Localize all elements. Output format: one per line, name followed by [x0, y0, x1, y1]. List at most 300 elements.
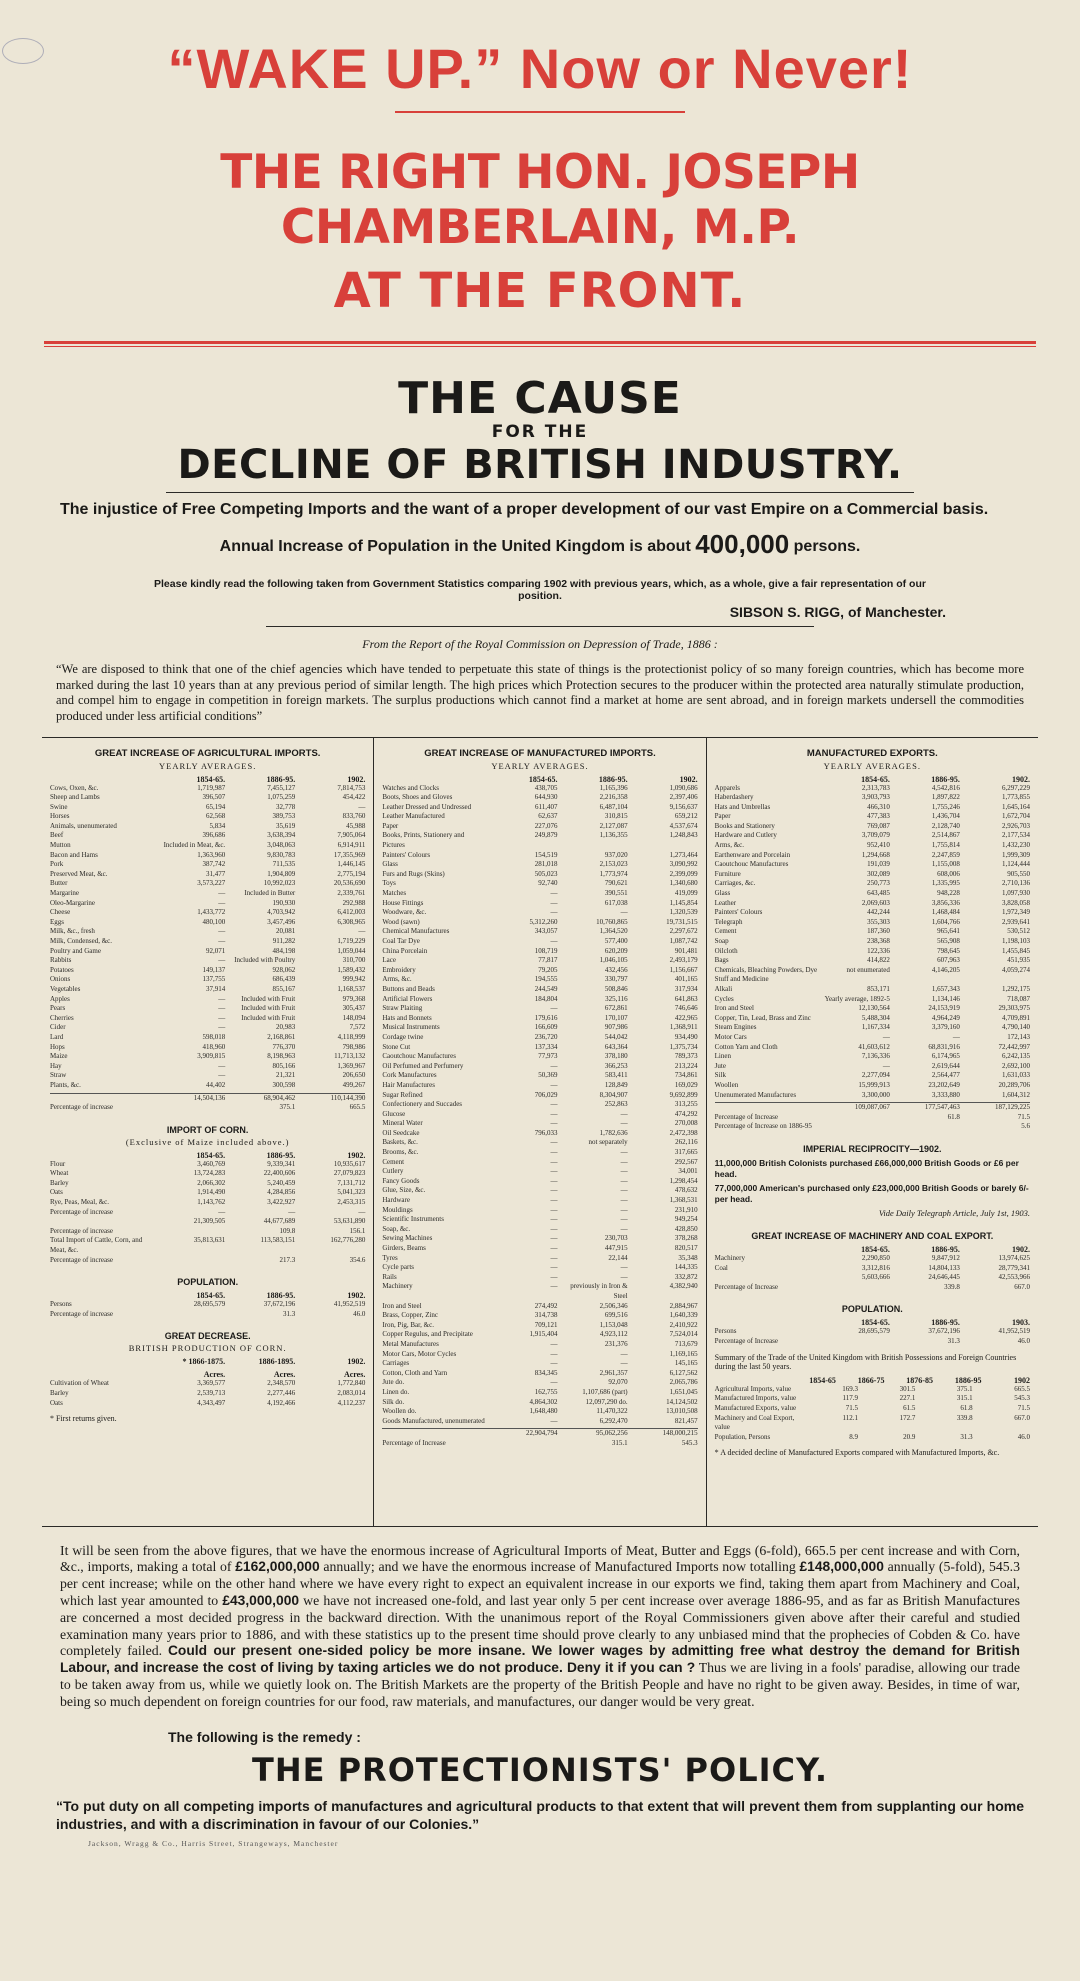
table-cell: 95,062,256: [596, 1429, 628, 1438]
table-cell: 2,247,859: [931, 850, 960, 859]
table-cell: —: [550, 1176, 558, 1185]
table-cell: 2,277,094: [861, 1071, 890, 1080]
table-cell: 1886-95.: [598, 774, 628, 784]
table-row: [715, 870, 1030, 880]
table-cell: 1,904,809: [267, 869, 296, 878]
table-cell: 262,116: [675, 1138, 698, 1147]
table-row: [715, 1043, 1030, 1053]
body-figure: £162,000,000: [235, 1559, 320, 1575]
table-row: [50, 975, 365, 985]
table-cell: Rye, Peas, Meal, &c.: [50, 1198, 110, 1207]
table-cell: [50, 1094, 155, 1104]
table-row: [382, 793, 697, 803]
table-row: [50, 1071, 365, 1081]
table-cell: 148,094: [342, 1013, 366, 1022]
table-cell: Copper Regulus, and Precipitate: [382, 1330, 473, 1339]
table-cell: Arms, &c.: [382, 975, 412, 984]
table-cell: Included in Butter: [244, 889, 296, 898]
table-cell: 607,963: [937, 956, 960, 965]
table-cell: 672,861: [604, 1004, 628, 1013]
table-cell: 4,542,816: [931, 783, 960, 792]
table-cell: 270,008: [674, 1119, 698, 1128]
table-cell: —: [620, 1215, 628, 1224]
table-cell: Fancy Goods: [382, 1176, 420, 1185]
table-cell: Soap, &c.: [382, 1224, 411, 1233]
table-cell: Oats: [50, 1188, 63, 1197]
table-cell: 206,650: [342, 1071, 366, 1080]
table-header-row: [715, 1376, 1030, 1385]
table-row: [715, 803, 1030, 813]
table-cell: 390,551: [604, 889, 628, 898]
table-cell: Preserved Meat, &c.: [50, 869, 108, 878]
table-cell: Copper, Tin, Lead, Brass and Zinc: [714, 1013, 811, 1022]
table-cell: [50, 1370, 155, 1379]
table-cell: 5,312,260: [529, 917, 558, 926]
table-row: [715, 1254, 1030, 1264]
table-row: [715, 1071, 1030, 1081]
table-cell: Steam Engines: [714, 1023, 757, 1032]
table-cell: 3,909,815: [197, 1052, 226, 1061]
table-row: [50, 899, 365, 909]
column-left: [42, 738, 373, 1526]
table-cell: 1902.: [1012, 1245, 1030, 1254]
table-cell: Apparels: [714, 783, 740, 792]
table-total-row: [50, 1093, 365, 1104]
table-cell: [50, 1291, 155, 1300]
table-cell: 179,616: [534, 1013, 558, 1022]
table-cell: 466,310: [867, 802, 890, 811]
table-cell: Motor Cars, Motor Cycles: [382, 1349, 457, 1358]
table-row: [50, 889, 365, 899]
table-cell: 911,282: [272, 937, 296, 945]
table-cell: 71.5: [845, 1403, 858, 1412]
table-row: [50, 956, 365, 966]
page-title: DECLINE OF BRITISH INDUSTRY.: [177, 442, 903, 488]
table-cell: 934,490: [674, 1032, 698, 1041]
table-cell: 65,194: [205, 802, 226, 811]
table-cell: 3,333,880: [931, 1090, 960, 1099]
table-cell: 7,131,712: [337, 1178, 366, 1187]
table-cell: 1,782,636: [599, 1128, 628, 1137]
table-cell: Agricultural Imports, value: [714, 1384, 792, 1393]
table-cell: 401,165: [674, 975, 698, 984]
table-cell: Acres.: [343, 1370, 366, 1380]
table-row: [50, 1062, 365, 1072]
table-row: [382, 822, 697, 832]
table-header-row: [50, 1291, 365, 1300]
table-cell: Bacon and Hams: [50, 850, 98, 859]
table-cell: Hair Manufactures: [382, 1080, 435, 1089]
table-cell: 5,240,459: [267, 1178, 296, 1187]
table-row: [382, 1311, 697, 1321]
table-cell: 1902.: [1012, 774, 1030, 784]
table-cell: [715, 1376, 788, 1385]
table-cell: 641,863: [674, 994, 698, 1003]
table-cell: —: [550, 1080, 558, 1089]
table-cell: 667.0: [1014, 1413, 1030, 1422]
table-cell: 454,422: [342, 793, 366, 802]
table-cell: 1,335,995: [931, 879, 960, 888]
table-cell: 2,506,346: [599, 1301, 628, 1310]
table-cell: Percentage of Increase: [714, 1112, 779, 1121]
table-cell: —: [550, 1282, 558, 1291]
table-cell: 3,048,063: [267, 841, 296, 850]
table-row: [382, 1282, 697, 1301]
table-row: [50, 1023, 365, 1033]
table-row: [382, 1014, 697, 1024]
table-cell: 776,370: [272, 1042, 296, 1051]
table-cell: 20,081: [276, 927, 296, 936]
table-cell: 1,136,355: [599, 831, 628, 840]
table-cell: 5.6: [1021, 1122, 1030, 1131]
table-cell: —: [218, 889, 226, 898]
table-cell: —: [550, 898, 558, 907]
table-cell: 4,112,237: [337, 1398, 366, 1407]
table-cell: 746,646: [674, 1004, 698, 1013]
table-cell: 713,679: [674, 1339, 698, 1348]
table-cell: 10,935,617: [333, 1159, 366, 1168]
table-row: [382, 975, 697, 985]
table-cell: —: [358, 802, 366, 811]
table-cell: 598,018: [202, 1032, 226, 1041]
body-figure: £43,000,000: [222, 1592, 300, 1608]
table-title: IMPORT OF CORN.: [166, 1124, 249, 1135]
table-header-row: [715, 1245, 1030, 1254]
table-row: [382, 1439, 697, 1449]
table-row: [50, 1014, 365, 1024]
table-cell: 1,134,146: [931, 994, 960, 1003]
table-cell: Confectionery and Succades: [382, 1100, 463, 1109]
table-cell: Mineral Water: [382, 1119, 423, 1128]
table-cell: Cycle parts: [382, 1263, 415, 1272]
table-cell: 300,598: [272, 1080, 296, 1089]
table-cell: 796,033: [534, 1128, 558, 1137]
body-figure: £148,000,000: [799, 1559, 884, 1575]
table-cell: 20,289,706: [998, 1080, 1030, 1089]
table-cell: 7,905,064: [337, 831, 366, 840]
table-cell: Percentage of Increase on 1886-95: [714, 1122, 812, 1131]
table-cell: 281,018: [534, 860, 558, 869]
table-cell: Goods Manufactured, unenumerated: [382, 1416, 485, 1425]
table-cell: Hardware and Cutlery: [714, 831, 777, 840]
divider: [166, 492, 914, 493]
table-cell: Sewing Machines: [382, 1234, 433, 1243]
table-cell: 833,760: [342, 812, 366, 821]
table-row: [382, 1071, 697, 1081]
table-header-row: [50, 1357, 365, 1366]
table-cell: 4,192,466: [267, 1398, 296, 1407]
table-cell: Lard: [50, 1032, 64, 1041]
table-cell: House Fittings: [382, 898, 424, 907]
table-cell: Swine: [50, 802, 68, 811]
table-cell: Books and Stationery: [714, 821, 775, 830]
table-cell: 422,965: [674, 1013, 698, 1022]
divider: [266, 626, 814, 627]
table-cell: 1,648,480: [529, 1407, 558, 1416]
table-cell: 37,672,196: [263, 1300, 296, 1309]
table-cell: —: [550, 1263, 558, 1272]
table-cell: 1886-95.: [266, 1291, 296, 1301]
table-subtitle: YEARLY AVERAGES.: [491, 760, 589, 771]
table-cell: Animals, unenumerated: [50, 821, 117, 830]
table-cell: 20,536,690: [333, 879, 366, 888]
table-row: [715, 937, 1030, 947]
table-row: [715, 1337, 1030, 1347]
table-cell: Woollen do.: [382, 1407, 417, 1416]
table-cell: 7,455,127: [267, 783, 296, 792]
table-cell: 2,065,786: [669, 1378, 698, 1387]
table-row: [715, 956, 1030, 966]
table-cell: 4,964,249: [931, 1013, 960, 1022]
table-cell: 41,952,519: [998, 1327, 1030, 1336]
table-row: [382, 1158, 697, 1168]
table-cell: 2,127,087: [599, 821, 628, 830]
table-cell: 965,641: [937, 927, 960, 936]
table-cell: —: [550, 1205, 558, 1214]
table-cell: 2,514,867: [931, 831, 960, 840]
table-cell: —: [550, 1196, 558, 1205]
table-cell: 1,294,668: [861, 850, 890, 859]
table-cell: 2,472,398: [669, 1128, 698, 1137]
table-cell: Poultry and Game: [50, 946, 101, 955]
table-row: [50, 1033, 365, 1043]
table-cell: 1,046,105: [599, 956, 628, 965]
table-cell: 109.8: [279, 1226, 296, 1235]
table-row: [715, 1091, 1030, 1101]
machinery-table: [715, 1245, 1030, 1292]
table-cell: 505,023: [534, 869, 558, 878]
table-row: [50, 860, 365, 870]
table-row: [382, 803, 697, 813]
table-cell: —: [620, 1205, 628, 1214]
table-cell: 35,619: [276, 821, 296, 830]
table-cell: 2,297,672: [669, 927, 698, 936]
table-cell: 37,672,196: [928, 1327, 960, 1336]
table-cell: Persons: [50, 1300, 72, 1309]
table-cell: —: [550, 1244, 558, 1252]
column-right: [706, 738, 1038, 1526]
table-row: [715, 1062, 1030, 1072]
table-cell: —: [550, 1272, 558, 1281]
table-cell: Iron, Pig, Bar, &c.: [382, 1320, 434, 1329]
table-cell: Stone Cut: [382, 1042, 411, 1051]
table-cell: Straw: [50, 1071, 67, 1080]
table-cell: 1854-65.: [196, 1150, 226, 1160]
table-cell: 1,657,343: [931, 984, 960, 993]
table-row: [50, 966, 365, 976]
table-row: [382, 947, 697, 957]
table-cell: 3,422,927: [267, 1198, 296, 1207]
table-cell: Woodware, &c.: [382, 908, 427, 917]
table-cell: 7,814,753: [337, 783, 366, 792]
table-cell: 3,379,160: [931, 1023, 960, 1032]
table-row: [715, 995, 1030, 1005]
table-cell: 1,165,396: [599, 783, 628, 792]
table-cell: [50, 1357, 155, 1366]
table-cell: 3,573,227: [197, 879, 226, 888]
table-cell: Machinery and Coal Export, value: [714, 1413, 795, 1432]
table-cell: Buttons and Beads: [382, 984, 435, 993]
table-cell: Brass, Copper, Zinc: [382, 1311, 439, 1320]
table-cell: —: [620, 1196, 628, 1205]
table-cell: 45,988: [346, 821, 366, 830]
table-cell: 2,926,703: [1002, 821, 1030, 830]
table-cell: 1886-95.: [931, 1318, 960, 1328]
table-cell: 27,079,823: [333, 1169, 366, 1178]
table-row: [50, 812, 365, 822]
table-cell: 156.1: [349, 1226, 366, 1235]
table-row: [50, 985, 365, 995]
table-row: [715, 908, 1030, 918]
table-row: [382, 1417, 697, 1427]
table-cell: Cotton, Cloth and Yarn: [382, 1368, 448, 1377]
table-cell: 5,488,304: [861, 1013, 890, 1022]
table-cell: —: [550, 1378, 558, 1387]
body-text: we have not increased one-fold, and last year only 5 per cent increase over average 1886-95, and as far as British Manufactures are concerned a most decided progress in the backward direction. With the unanimous report of the Royal Commissioners given above after their careful and studied examination many years prior to 1886, and with these statistics up to the present time should prove clearly to any unbiased mind that the prophecies of Cobden & Co. have completely failed.: [60, 1592, 1020, 1659]
table-cell: 21,321: [276, 1071, 296, 1080]
table-cell: 22,400,606: [263, 1169, 296, 1178]
table-cell: —: [620, 1263, 628, 1272]
table-cell: 2,619,644: [931, 1061, 960, 1070]
table-cell: 1,755,246: [931, 802, 960, 811]
table-cell: 32,778: [276, 802, 296, 811]
table-cell: 949,254: [674, 1215, 698, 1224]
table-cell: 901,481: [674, 946, 698, 955]
table-row: [382, 1378, 697, 1388]
table-cell: Oleo-Margarine: [50, 898, 95, 907]
table-cell: 19,731,515: [666, 917, 698, 926]
table-cell: 999,942: [342, 975, 366, 984]
table-cell: 706,029: [534, 1090, 558, 1099]
body-text: annually (5-fold), 545.3 per cent increase; while on the other hand where we have every right to expect an equivalent increase in our exports we find, taking them apart from Machinery and Coal, which last year amounted to: [60, 1559, 1020, 1608]
table-cell: —: [550, 1148, 558, 1157]
table-cell: Paper: [714, 812, 731, 821]
body-emphasis: Could our present one-sided policy be more insane. We lower wages by admitting free what destroy the demand for British Labour, and increase the cost of living by taxing articles we do not produce. Deny it if you can ?: [60, 1643, 1020, 1676]
table-cell: 1,455,845: [1002, 946, 1030, 955]
table-cell: 1,198,103: [1002, 937, 1030, 945]
table-cell: 1,672,704: [1002, 812, 1030, 821]
table-row: [382, 918, 697, 928]
table-cell: 35,348: [678, 1253, 698, 1262]
table-cell: 28,695,579: [858, 1327, 890, 1336]
table-cell: —: [550, 889, 558, 898]
table-cell: 10,760,865: [596, 917, 628, 926]
table-cell: Bags: [714, 956, 729, 965]
summary-table: [715, 1376, 1030, 1443]
table-row: [382, 1177, 697, 1187]
table-cell: 162,776,280: [330, 1236, 366, 1245]
table-cell: 15,999,913: [858, 1080, 890, 1089]
table-row: [382, 1119, 697, 1129]
reciprocity-americans: 77,000,000 American's purchased only £23,000,000 British Goods or barely 6/- per head.: [714, 1183, 1029, 1204]
table-cell: 2,539,713: [197, 1389, 226, 1397]
table-row: [715, 927, 1030, 937]
table-row: [50, 1081, 365, 1091]
table-cell: 194,555: [534, 975, 558, 984]
table-cell: 414,822: [867, 956, 890, 965]
table-cell: [155, 1227, 225, 1237]
table-cell: 1,446,145: [337, 860, 366, 869]
table-row: [382, 1033, 697, 1043]
table-cell: 1886-95.: [931, 774, 960, 784]
table-cell: 3,369,577: [197, 1379, 226, 1388]
table-cell: —: [620, 1109, 628, 1118]
table-cell: 6,242,135: [1002, 1052, 1030, 1061]
table-cell: Baskets, &c.: [382, 1138, 418, 1147]
table-cell: Sugar Refined: [382, 1090, 423, 1099]
table-cell: 148,000,215: [662, 1429, 698, 1438]
table-cell: Metal Manufactures: [382, 1339, 439, 1348]
table-cell: 474,292: [674, 1109, 698, 1118]
table-cell: 172.7: [899, 1413, 916, 1422]
table-row: [382, 1081, 697, 1091]
table-cell: 17,355,969: [333, 850, 366, 859]
body-text: It will be seen from the above figures, that we have the enormous increase of Agricultural Imports of Meat, Butter and Eggs (6-fold), 665.5 per cent increase and with Corn, &c., imports, making a total of: [60, 1542, 1020, 1575]
table-cell: 611,407: [535, 802, 558, 811]
table-cell: 2,939,641: [1002, 917, 1030, 926]
table-cell: —: [218, 1061, 226, 1070]
table-cell: 31.3: [283, 1309, 296, 1318]
table-row: [382, 1388, 697, 1398]
table-cell: 109,087,067: [854, 1103, 890, 1112]
table-cell: 6,297,229: [1002, 783, 1030, 792]
table-cell: 545.3: [681, 1438, 698, 1447]
table-cell: 172,143: [1007, 1032, 1030, 1041]
table-cell: 1,143,762: [197, 1198, 226, 1207]
table-cell: Jute do.: [382, 1378, 405, 1387]
table-cell: 302,089: [867, 869, 890, 878]
table-cell: 14,804,133: [928, 1263, 960, 1272]
table-cell: 1,168,537: [337, 984, 366, 993]
table-cell: 1854-65.: [861, 774, 890, 784]
table-cell: [715, 1318, 820, 1327]
table-row: [382, 1062, 697, 1072]
table-cell: 92,071: [205, 946, 226, 955]
table-row: [382, 1273, 697, 1283]
table-row: [382, 908, 697, 918]
table-row: [715, 1414, 1030, 1433]
table-cell: 2,153,023: [599, 860, 628, 869]
table-cell: 6,914,911: [337, 841, 366, 850]
table-cell: Jute: [714, 1061, 726, 1070]
table-row: [50, 1198, 365, 1208]
body-paragraph: [60, 1543, 1020, 1711]
table-cell: 2,961,357: [599, 1368, 628, 1377]
table-cell: 41,603,612: [858, 1042, 890, 1051]
table-cell: 3,460,769: [197, 1159, 226, 1168]
table-cell: 480,100: [202, 917, 226, 926]
table-cell: Linen do.: [382, 1387, 410, 1396]
table-cell: 2,692,100: [1002, 1061, 1030, 1070]
table-title: GREAT DECREASE.: [164, 1331, 251, 1342]
table-cell: 508,846: [604, 984, 628, 993]
table-cell: Total Import of Cattle, Corn, and Meat, &c.: [50, 1236, 143, 1255]
table-cell: 46.0: [353, 1309, 366, 1318]
table-cell: Glucose: [382, 1109, 406, 1118]
table-cell: 3,457,496: [267, 917, 296, 926]
table-cell: —: [550, 1157, 558, 1166]
poster: [0, 36, 1080, 1981]
table-cell: 62,568: [205, 812, 226, 821]
table-cell: 61.8: [960, 1403, 973, 1412]
table-cell: 378,180: [604, 1052, 628, 1061]
reciprocity-colonists: 11,000,000 British Colonists purchased £66,000,000 British Goods or £6 per head.: [714, 1157, 1019, 1179]
table-cell: 68,904,462: [263, 1093, 296, 1102]
table-row: [382, 1359, 697, 1369]
table-row: [50, 1389, 365, 1399]
table-cell: 4,923,112: [599, 1330, 628, 1339]
table-cell: Acres.: [273, 1370, 296, 1380]
